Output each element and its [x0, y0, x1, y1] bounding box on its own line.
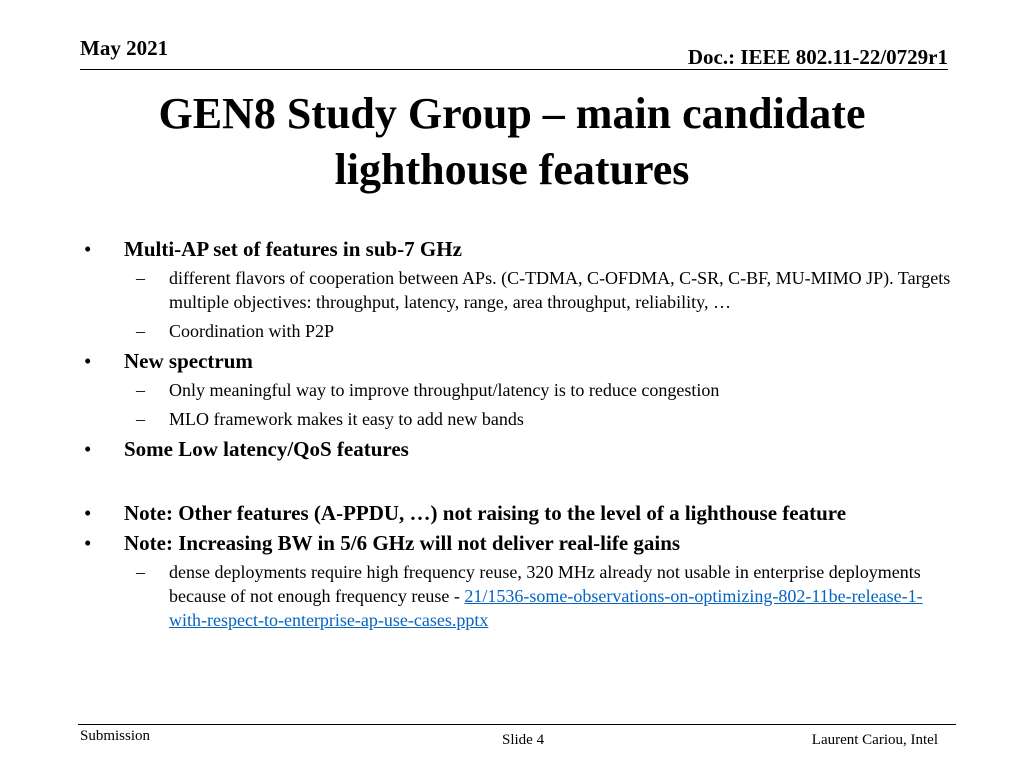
slide-title-line-1: GEN8 Study Group – main candidate: [158, 89, 866, 138]
sub-bullet-text: dense deployments require high frequency reuse, 320 MHz already not usable in enterprise deployments because of not enough frequency reuse -: [169, 562, 921, 606]
sub-bullet-text: Only meaningful way to improve throughput/latency is to reduce congestion: [169, 380, 720, 400]
bullet-icon: •: [84, 349, 92, 373]
footer-submission: Submission: [80, 728, 151, 744]
slide-title-line-2: lighthouse features: [334, 145, 690, 194]
footer-divider: [78, 724, 956, 725]
bullet-icon: •: [84, 237, 92, 261]
document-link[interactable]: 21/1536-some-observations-on-optimizing-802-11be-release-1-with-respect-to-enterprise-ap-use-cases.pptx: [169, 586, 923, 630]
sub-bullet-p2p: [78, 319, 958, 343]
header-date: May 2021: [80, 36, 169, 60]
dash-icon: –: [136, 321, 145, 341]
bullet-text: New spectrum: [124, 349, 253, 373]
bullet-note-other-features: [78, 500, 958, 526]
bullet-new-spectrum: [78, 348, 958, 374]
slide-title: [80, 86, 944, 198]
bullet-icon: •: [84, 501, 92, 525]
sub-bullet-cooperation: [78, 266, 958, 314]
sub-bullet-mlo: [78, 407, 958, 431]
bullet-multi-ap: [78, 236, 958, 262]
bullet-text: Some Low latency/QoS features: [124, 437, 409, 461]
bullet-icon: •: [84, 531, 92, 555]
sub-bullet-dense-deployments: [78, 560, 958, 632]
sub-bullet-text: MLO framework makes it easy to add new bands: [169, 409, 524, 429]
header-divider: [80, 69, 948, 70]
dash-icon: –: [136, 562, 145, 582]
footer-author: Laurent Cariou, Intel: [811, 732, 938, 748]
slide-body: [78, 236, 958, 637]
bullet-low-latency: [78, 436, 958, 462]
dash-icon: –: [136, 409, 145, 429]
dash-icon: –: [136, 268, 145, 288]
spacer: [78, 466, 958, 500]
sub-bullet-congestion: [78, 378, 958, 402]
bullet-text: Note: Increasing BW in 5/6 GHz will not deliver real-life gains: [124, 531, 681, 555]
header-doc-id: Doc.: IEEE 802.11-22/0729r1: [687, 45, 948, 69]
sub-bullet-text: Coordination with P2P: [169, 321, 335, 341]
bullet-icon: •: [84, 437, 92, 461]
sub-bullet-text: different flavors of cooperation between APs. (C-TDMA, C-OFDMA, C-SR, C-BF, MU-MIMO JP). Targets multiple objectives: throughput, latency, range, area throughput, reliability, …: [169, 268, 951, 312]
bullet-text: Note: Other features (A-PPDU, …) not raising to the level of a lighthouse feature: [124, 501, 847, 525]
bullet-note-bandwidth: [78, 530, 958, 556]
footer-slide-number: Slide 4: [502, 732, 545, 748]
bullet-text: Multi-AP set of features in sub-7 GHz: [124, 237, 462, 261]
dash-icon: –: [136, 380, 145, 400]
